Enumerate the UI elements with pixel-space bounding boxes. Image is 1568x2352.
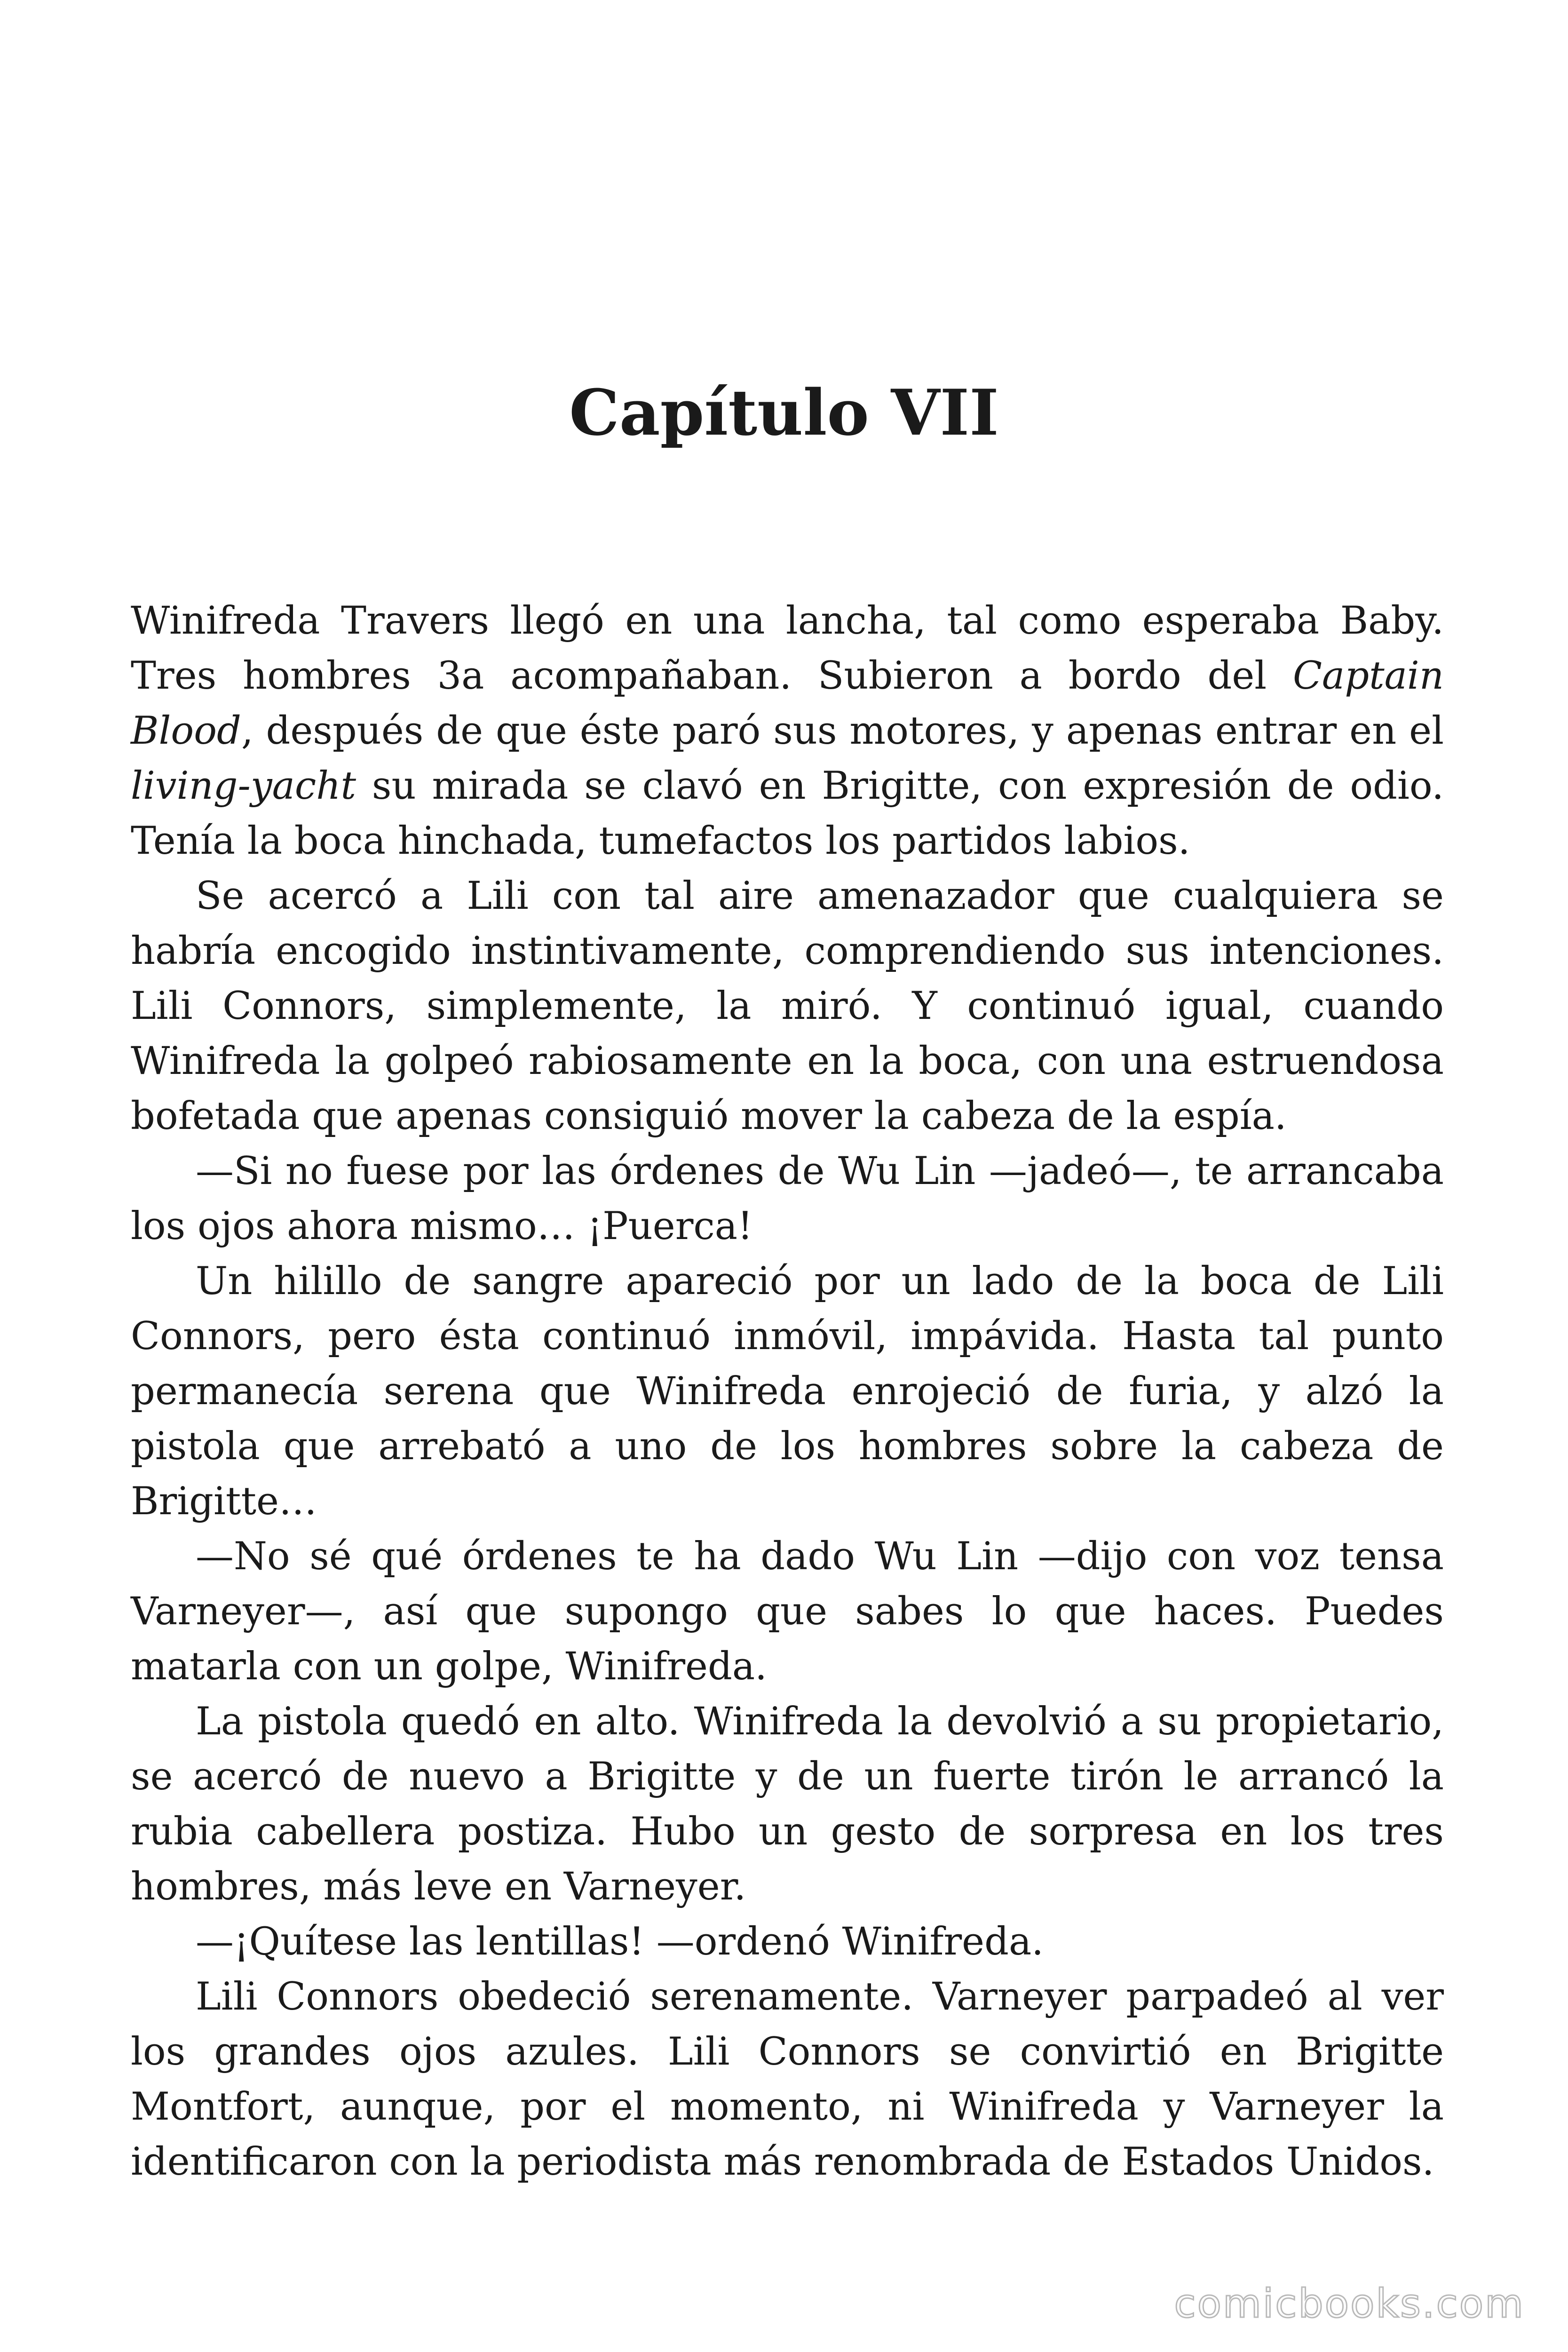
paragraph (131, 594, 1444, 869)
paragraph (131, 1254, 1444, 1529)
italic-term: living-yacht (131, 764, 356, 808)
chapter-title: Capítulo VII (569, 375, 999, 450)
chapter-body (131, 594, 1444, 2190)
text-segment: Un hilillo de sangre apareció por un lado de la boca de Lili Connors, pero ésta continuó inmóvil, impávida. Hasta tal punto permanecía serena que Winifreda enrojeció de furia, y alzó la pistola que arrebató a uno de los hombres sobre la cabeza de Brigitte… (131, 1259, 1444, 1524)
dialogue-segment: —Si no fuese por las órdenes de Wu Lin —jadeó—, te arrancaba los ojos ahora mismo… ¡Puerca! (131, 1149, 1444, 1248)
paragraph (131, 1915, 1444, 1970)
text-segment: , después de que éste paró sus motores, y apenas entrar en el (241, 709, 1444, 753)
watermark: comicbooks.com (1174, 2280, 1525, 2327)
text-segment: Se acercó a Lili con tal aire amenazador que cualquiera se habría encogido instintivamente, comprendiendo sus intenciones. Lili Connors, simplemente, la miró. Y continuó igual, cuando Winifreda la golpeó rabiosamente en la boca, con una estruendosa bofetada que apenas consiguió mover la cabeza de la espía. (131, 874, 1444, 1138)
paragraph (131, 1144, 1444, 1254)
paragraph (131, 1970, 1444, 2190)
text-segment: Winifreda Travers llegó en una lancha, tal como esperaba Baby. Tres hombres 3a acompañaban. Subieron a bordo del (131, 599, 1444, 698)
dialogue-segment: —¡Quítese las lentillas! —ordenó Winifreda. (196, 1920, 1044, 1964)
dialogue-segment: —No sé qué órdenes te ha dado Wu Lin —dijo con voz tensa Varneyer—, así que supongo que sabes lo que haces. Puedes matarla con un golpe, Winifreda. (131, 1534, 1444, 1689)
paragraph (131, 1529, 1444, 1694)
text-segment: su mirada se clavó en Brigitte, con expresión de odio. Tenía la boca hinchada, tumefactos los partidos labios. (131, 764, 1444, 863)
paragraph (131, 1694, 1444, 1915)
italic-ship-name: Captain Blood (131, 654, 1444, 753)
text-segment: Lili Connors obedeció serenamente. Varneyer parpadeó al ver los grandes ojos azules. Lili Connors se convirtió en Brigitte Montfort, aunque, por el momento, ni Winifreda y Varneyer la identificaron con la periodista más renombrada de Estados Unidos. (131, 1975, 1444, 2184)
text-segment: La pistola quedó en alto. Winifreda la devolvió a su propietario, se acercó de nuevo a Brigitte y de un fuerte tirón le arrancó la rubia cabellera postiza. Hubo un gesto de sorpresa en los tres hombres, más leve en Varneyer. (131, 1700, 1444, 1909)
paragraph (131, 869, 1444, 1144)
